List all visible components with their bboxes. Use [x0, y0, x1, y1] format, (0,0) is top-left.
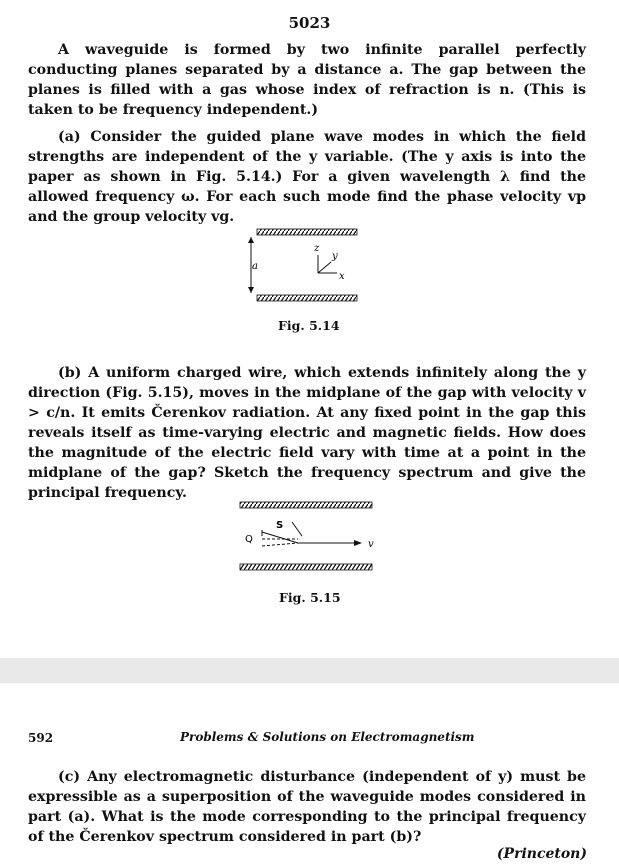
figure-5-14 — [240, 225, 370, 307]
top-plate — [257, 229, 357, 235]
figure-5-15-caption: Fig. 5.15 — [279, 590, 341, 605]
y-label: y — [332, 251, 338, 262]
y-axis — [318, 262, 331, 273]
part-c-paragraph: (c) Any electromagnetic disturbance (independent of y) must be expressible as a superposition of the waveguide modes considered in part (a). What is the mode corresponding to the principal frequency of the Čerenkov spectrum considered in part (b)? — [28, 769, 586, 845]
q-label: Q — [245, 534, 253, 545]
cone-lower-edge — [262, 543, 298, 546]
x-label: x — [339, 271, 345, 282]
cone-upper-edge — [262, 532, 298, 543]
intro-paragraph: A waveguide is formed by two infinite parallel perfectly conducting planes separated by a distance a. The gap between the planes is filled with a gas whose index of refraction is n. (This is taken to be frequency independent.) — [28, 42, 586, 118]
problem-number: 5023 — [288, 14, 331, 32]
figure-5-14-caption: Fig. 5.14 — [278, 318, 340, 333]
bottom-plate — [240, 564, 372, 570]
figure-5-15 — [232, 498, 382, 578]
page-separator — [0, 658, 619, 683]
wavefront-s — [292, 522, 302, 536]
z-label: z — [314, 243, 320, 254]
attribution: (Princeton) — [496, 846, 587, 862]
v-label: v — [368, 539, 374, 550]
part-a-paragraph: (a) Consider the guided plane wave modes in which the field strengths are independent of the y variable. (The y axis is into the paper as shown in Fig. 5.14.) For a given wavelength λ find the allowed frequency ω. For each such mode find the phase velocity vp and the group velocity vg. — [28, 129, 586, 225]
gap-label: a — [252, 261, 258, 272]
bottom-plate — [257, 295, 357, 301]
running-head: Problems & Solutions on Electromagnetism — [180, 730, 475, 744]
top-plate — [240, 502, 372, 508]
page-2 — [0, 683, 619, 868]
velocity-arrowhead — [354, 540, 362, 546]
part-b-paragraph: (b) A uniform charged wire, which extends infinitely along the y direction (Fig. 5.15), moves in the midplane of the gap with velocity v > c/n. It emits Čerenkov radiation. At any fixed point in the gap this reveals itself as time-varying electric and magnetic fields. How does the magnitude of the electric field vary with time at a point in the midplane of the gap? Sketch the frequency spectrum and give the principal frequency. — [28, 365, 586, 501]
s-label: S — [276, 520, 284, 531]
page-number: 592 — [28, 731, 54, 745]
